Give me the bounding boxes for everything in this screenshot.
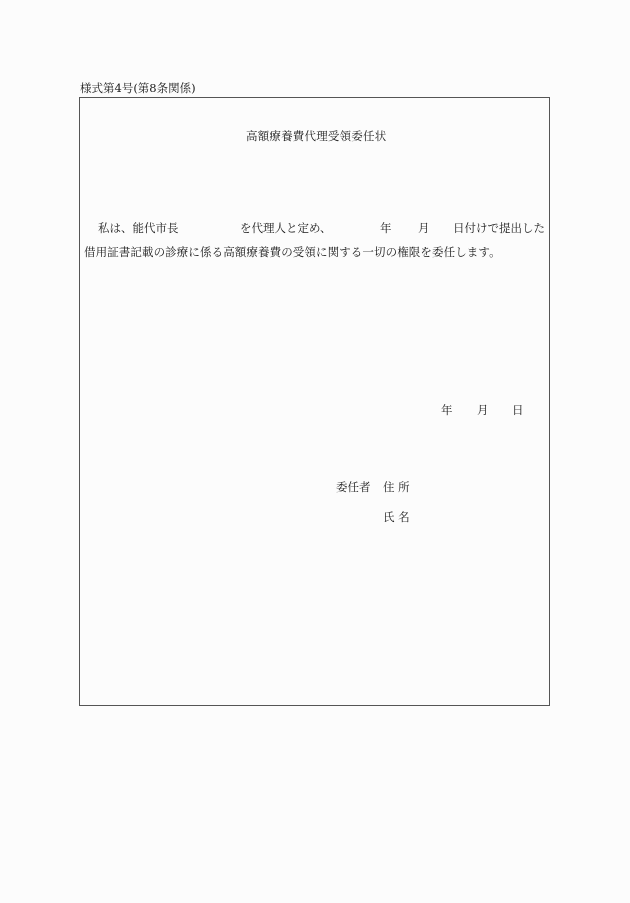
document-title: 高額療養費代理受領委任状: [246, 129, 387, 143]
date-day-label: 日: [512, 403, 524, 417]
body-line1-part1: 私は、能代市長: [98, 221, 179, 235]
date-month-label: 月: [477, 403, 489, 417]
date-year-label: 年: [441, 403, 453, 417]
body-line2: 借用証書記載の診療に係る高額療養費の受領に関する一切の権限を委任します。: [84, 245, 501, 259]
body-line1-part3: 日付けで提出した: [453, 221, 545, 235]
form-frame: [79, 97, 550, 706]
address-label: 住 所: [383, 480, 410, 494]
form-number: 様式第4号(第8条関係): [80, 81, 196, 95]
body-line1-month: 月: [418, 221, 430, 235]
principal-role-label: 委任者: [336, 480, 371, 494]
body-line1-year: 年: [380, 221, 392, 235]
name-label: 氏 名: [383, 510, 410, 524]
body-line1-part2: を代理人と定め、: [240, 221, 332, 235]
